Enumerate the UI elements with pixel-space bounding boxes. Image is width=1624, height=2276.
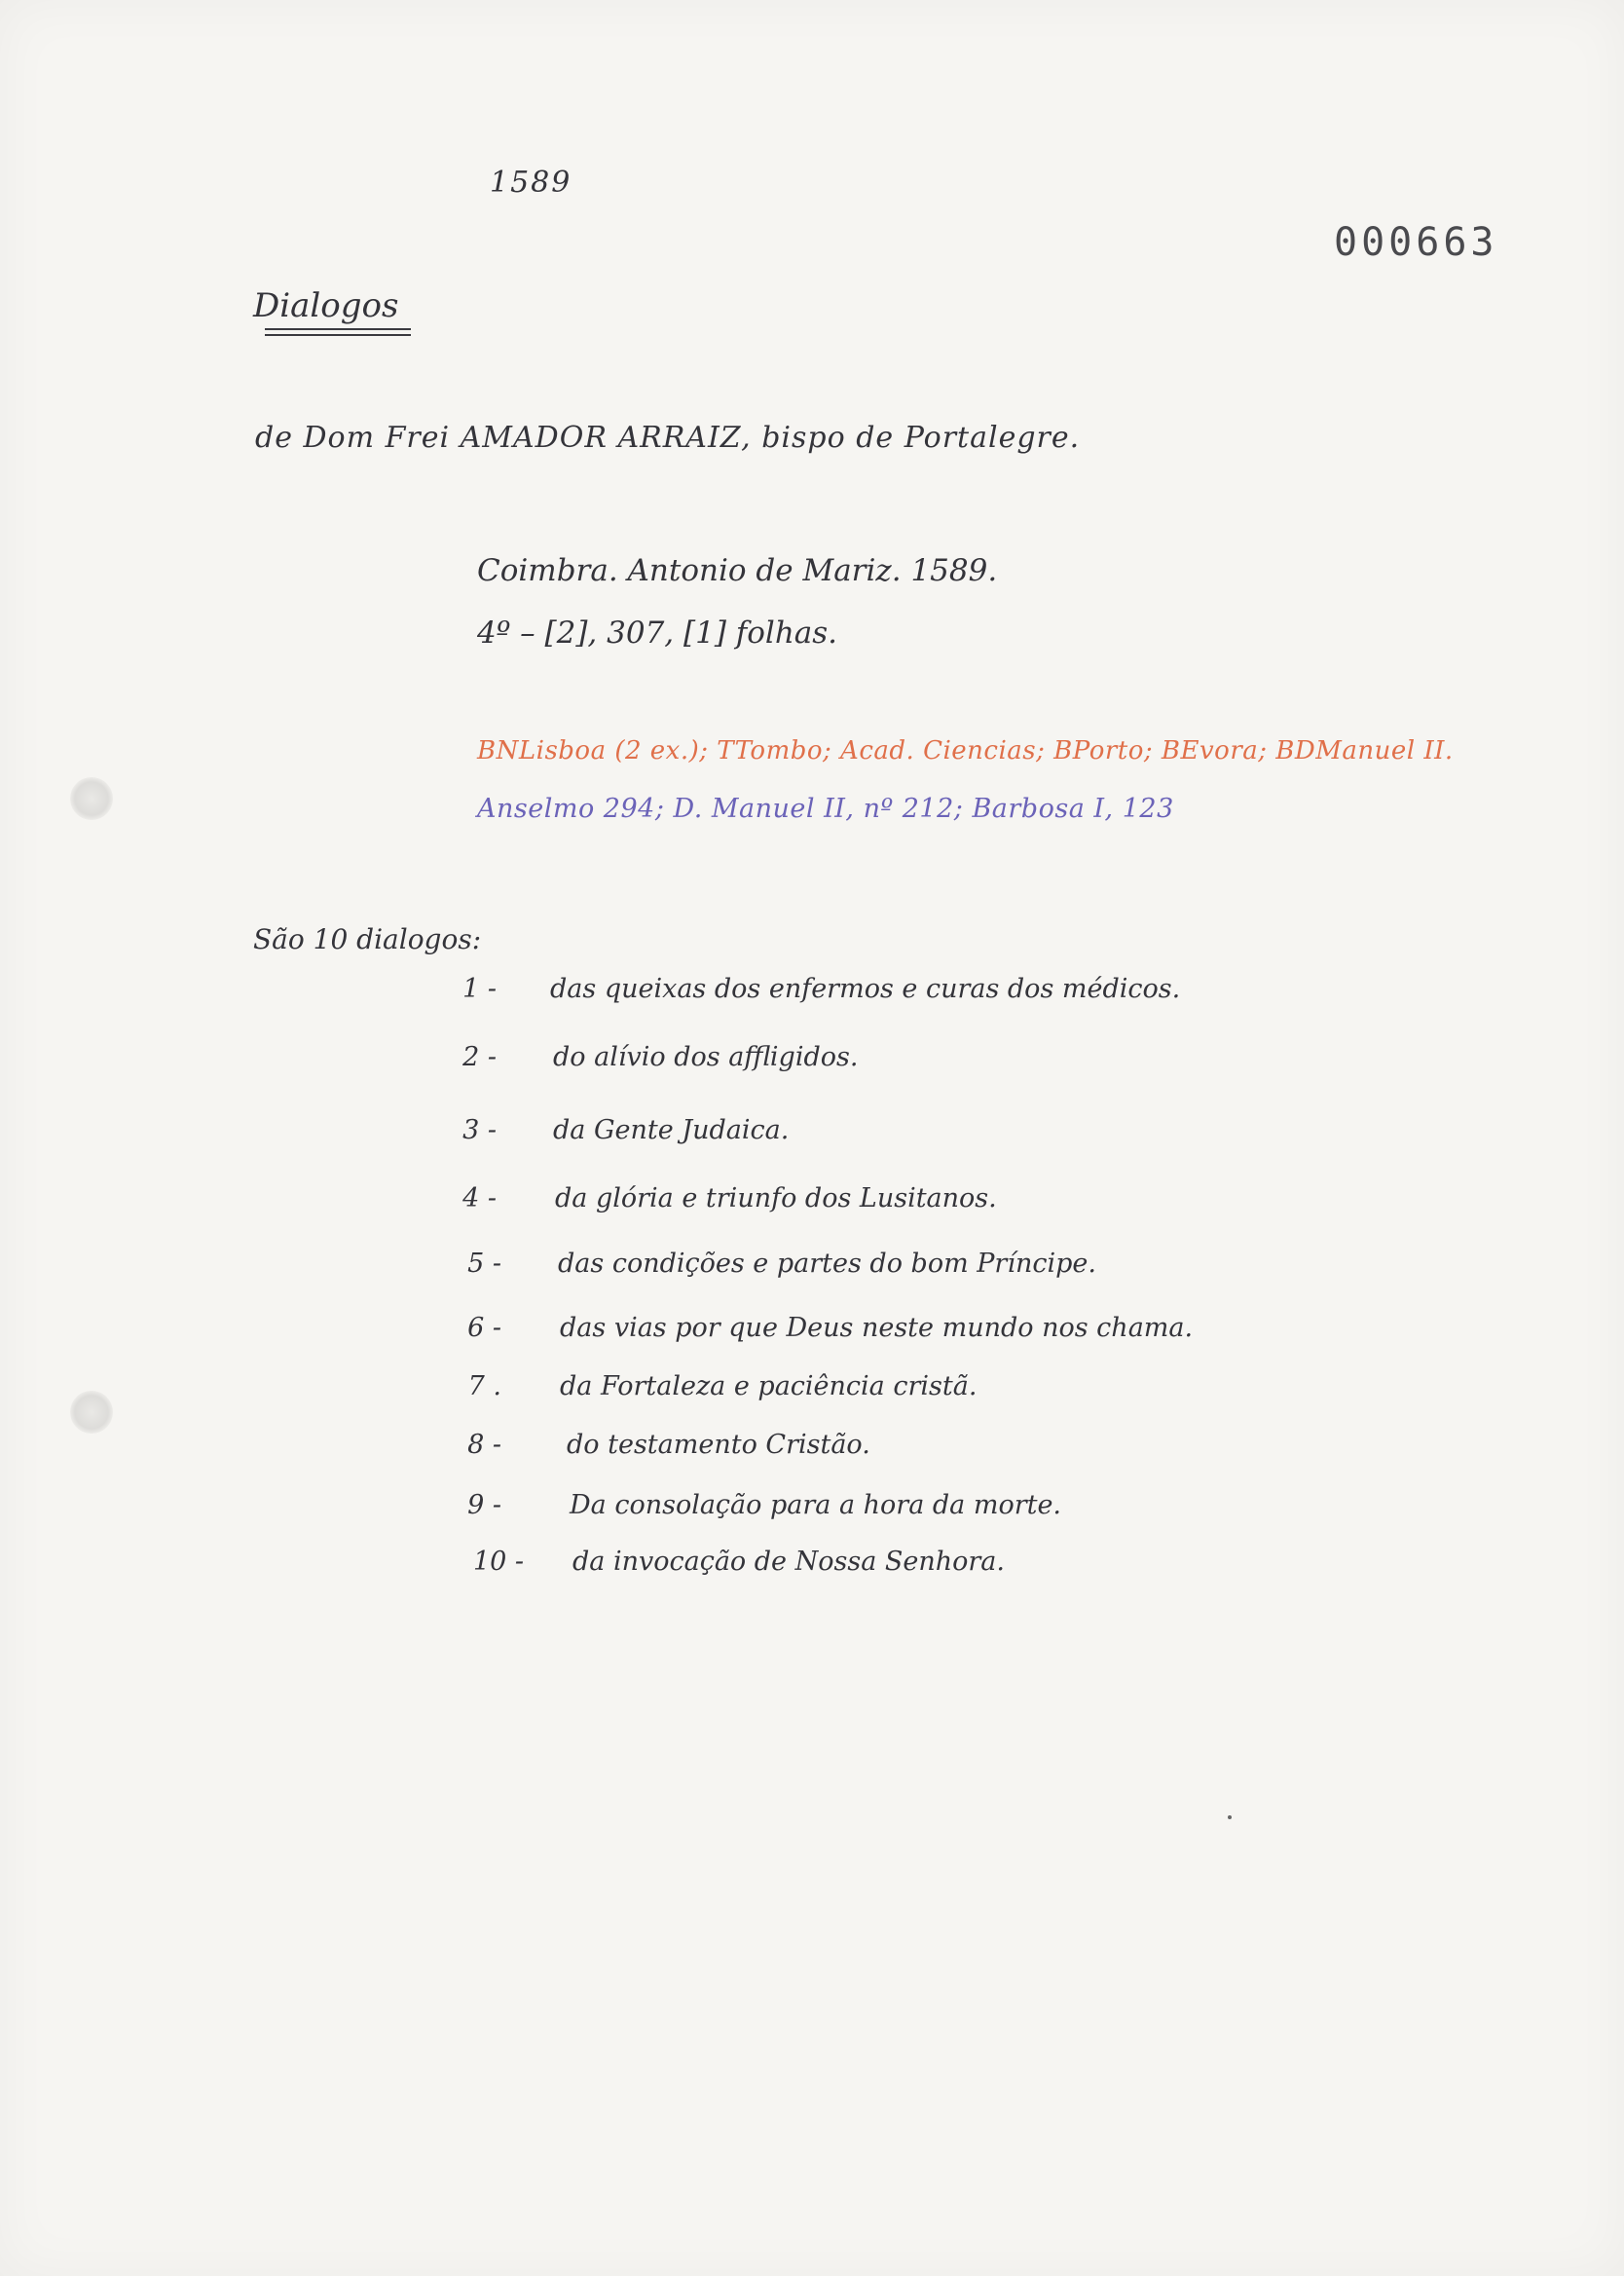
dialogue-number: 6 - [467, 1313, 501, 1343]
hole-punch-mark-lower [70, 1391, 113, 1434]
dialogue-number: 4 - [462, 1183, 497, 1213]
collation-line: 4º – [2], 307, [1] folhas. [477, 616, 838, 651]
ink-speck [1228, 1815, 1232, 1819]
dialogue-text: do alívio dos affligidos. [553, 1042, 859, 1072]
dialogue-text: da glória e triunfo dos Lusitanos. [555, 1183, 997, 1213]
dialogue-text: das queixas dos enfermos e curas dos médicos. [550, 974, 1181, 1004]
dialogue-number: 2 - [462, 1042, 497, 1072]
title-underline [265, 328, 411, 330]
dialogue-number: 3 - [462, 1115, 497, 1145]
holdings-line: BNLisboa (2 ex.); TTombo; Acad. Ciencias; BPorto; BEvora; BDManuel II. [477, 736, 1454, 765]
title-underline-second [265, 334, 411, 336]
dialogue-number: 5 - [467, 1249, 501, 1279]
dialogue-text: das condições e partes do bom Príncipe. [558, 1249, 1096, 1279]
dialogue-number: 10 - [472, 1547, 524, 1577]
dialogue-text: das vias por que Deus neste mundo nos chama. [560, 1313, 1194, 1343]
stamp-number: 000663 [1334, 220, 1498, 265]
dialogue-text: da Gente Judaica. [553, 1115, 790, 1145]
year-heading: 1589 [490, 166, 572, 200]
author-line: de Dom Frei AMADOR ARRAIZ, bispo de Portalegre. [255, 421, 1081, 455]
dialogue-number: 7 . [467, 1371, 501, 1401]
imprint-line: Coimbra. Antonio de Mariz. 1589. [477, 553, 998, 588]
dialogues-intro: São 10 dialogos: [253, 923, 482, 955]
title: Dialogos [253, 286, 399, 325]
dialogue-number: 8 - [467, 1430, 501, 1460]
dialogue-text: Da consolação para a hora da morte. [570, 1490, 1062, 1520]
references-line: Anselmo 294; D. Manuel II, nº 212; Barbosa I, 123 [477, 794, 1174, 824]
dialogue-text: do testamento Cristão. [567, 1430, 870, 1460]
dialogue-text: da Fortaleza e paciência cristã. [560, 1371, 978, 1401]
dialogue-number: 9 - [467, 1490, 501, 1520]
hole-punch-mark [70, 777, 113, 820]
dialogue-number: 1 - [462, 974, 497, 1004]
dialogue-text: da invocação de Nossa Senhora. [572, 1547, 1005, 1577]
